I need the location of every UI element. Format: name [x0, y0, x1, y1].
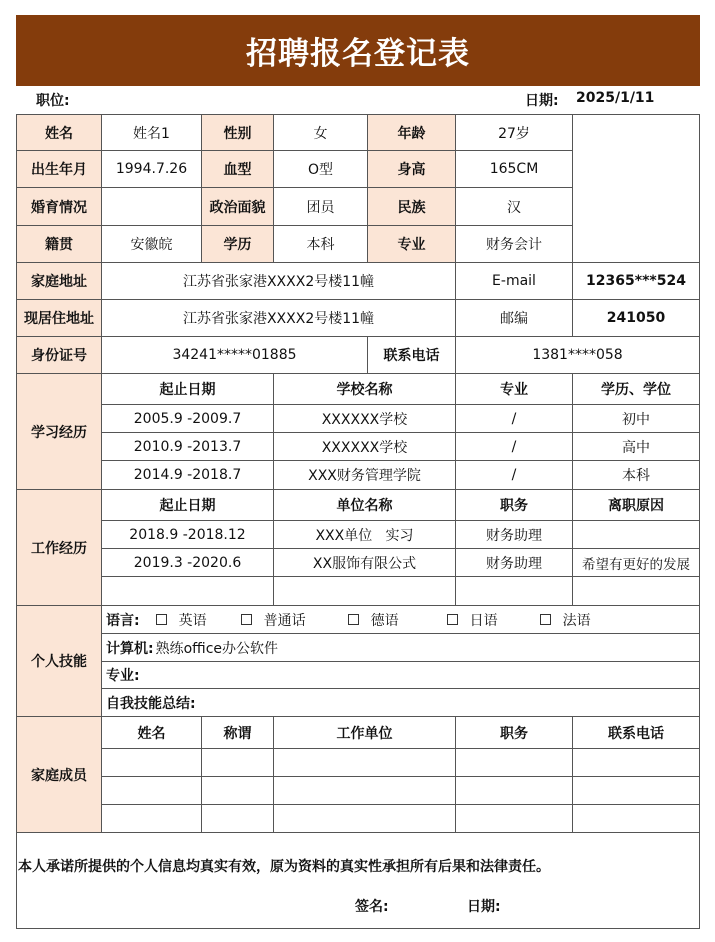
work-header-reason: 离职原因: [573, 490, 700, 521]
table-cell[interactable]: [202, 777, 274, 805]
language-option[interactable]: 法语: [536, 610, 591, 630]
table-cell[interactable]: [102, 805, 202, 833]
page-title: 招聘报名登记表: [246, 36, 470, 72]
table-cell[interactable]: [274, 749, 456, 777]
gender-label: 性别: [202, 114, 274, 151]
id-value[interactable]: 34241*****01885: [102, 337, 368, 374]
photo-area[interactable]: [573, 114, 700, 263]
family-header-phone: 联系电话: [573, 717, 700, 749]
table-cell[interactable]: 财务助理: [456, 549, 573, 577]
origin-label: 籍贯: [16, 226, 102, 263]
study-header-major: 专业: [456, 374, 573, 405]
current-address-label: 现居住地址: [16, 300, 102, 337]
table-cell[interactable]: [202, 805, 274, 833]
gender-value[interactable]: 女: [274, 114, 368, 151]
age-label: 年龄: [368, 114, 456, 151]
name-value[interactable]: 姓名1: [102, 114, 202, 151]
table-cell[interactable]: XXXXXX学校: [274, 433, 456, 461]
checkbox-icon[interactable]: [348, 614, 359, 625]
computer-row[interactable]: [102, 634, 700, 662]
education-label: 学历: [202, 226, 274, 263]
position-label: 职位:: [36, 93, 70, 109]
work-header-date: 起止日期: [102, 490, 274, 521]
study-header-date: 起止日期: [102, 374, 274, 405]
language-option[interactable]: 日语: [443, 610, 498, 630]
table-cell[interactable]: [202, 749, 274, 777]
postcode-value[interactable]: 241050: [573, 300, 700, 337]
title-banner: [16, 15, 700, 86]
computer-label: 计算机:: [106, 640, 154, 657]
table-cell[interactable]: [573, 521, 700, 549]
study-header-degree: 学历、学位: [573, 374, 700, 405]
footer-date-label: 日期:: [467, 899, 501, 915]
table-cell[interactable]: XXX财务管理学院: [274, 461, 456, 490]
family-section-label: 家庭成员: [16, 717, 102, 833]
ethnic-value[interactable]: 汉: [456, 188, 573, 226]
height-value[interactable]: 165CM: [456, 151, 573, 188]
table-cell[interactable]: [573, 577, 700, 606]
skills-section-label: 个人技能: [16, 606, 102, 717]
current-address-value[interactable]: 江苏省张家港XXXX2号楼11幢: [102, 300, 456, 337]
marital-value[interactable]: [102, 188, 202, 226]
specialty-label: 专业:: [106, 668, 140, 684]
computer-value: 熟练office办公软件: [155, 640, 279, 657]
table-cell[interactable]: XXXXXX学校: [274, 405, 456, 433]
table-cell[interactable]: [274, 577, 456, 606]
table-cell[interactable]: 2019.3 -2020.6: [102, 549, 274, 577]
table-cell[interactable]: 2014.9 -2018.7: [102, 461, 274, 490]
table-cell[interactable]: 财务助理: [456, 521, 573, 549]
political-value[interactable]: 团员: [274, 188, 368, 226]
table-cell[interactable]: [456, 777, 573, 805]
checkbox-icon[interactable]: [156, 614, 167, 625]
table-cell[interactable]: [102, 777, 202, 805]
email-label: E-mail: [456, 263, 573, 300]
table-cell[interactable]: [456, 577, 573, 606]
table-cell[interactable]: [274, 805, 456, 833]
education-value[interactable]: 本科: [274, 226, 368, 263]
language-label: 语言:: [106, 612, 140, 629]
family-header-name: 姓名: [102, 717, 202, 749]
table-cell[interactable]: /: [456, 405, 573, 433]
table-cell[interactable]: 初中: [573, 405, 700, 433]
id-label: 身份证号: [16, 337, 102, 374]
table-cell[interactable]: 本科: [573, 461, 700, 490]
work-header-title: 职务: [456, 490, 573, 521]
major-value[interactable]: 财务会计: [456, 226, 573, 263]
checkbox-icon[interactable]: [447, 614, 458, 625]
table-cell[interactable]: [102, 577, 274, 606]
signature-label: 签名:: [355, 899, 389, 915]
table-cell[interactable]: 2018.9 -2018.12: [102, 521, 274, 549]
table-cell[interactable]: 希望有更好的发展: [573, 549, 700, 577]
birth-label: 出生年月: [16, 151, 102, 188]
political-label: 政治面貌: [202, 188, 274, 226]
study-section-label: 学习经历: [16, 374, 102, 490]
table-cell[interactable]: [573, 777, 700, 805]
origin-value[interactable]: 安徽皖: [102, 226, 202, 263]
ethnic-label: 民族: [368, 188, 456, 226]
date-label: 日期:: [525, 93, 559, 109]
marital-label: 婚育情况: [16, 188, 102, 226]
declaration-statement: 本人承诺所提供的个人信息均真实有效，原为资料的真实性承担所有后果和法律责任。: [18, 859, 550, 875]
work-section-label: 工作经历: [16, 490, 102, 606]
work-header-company: 单位名称: [274, 490, 456, 521]
table-cell[interactable]: [573, 805, 700, 833]
birth-value[interactable]: 1994.7.26: [102, 151, 202, 188]
table-cell[interactable]: /: [456, 433, 573, 461]
family-header-relation: 称谓: [202, 717, 274, 749]
phone-label: 联系电话: [368, 337, 456, 374]
language-row: [102, 606, 700, 634]
family-header-workplace: 工作单位: [274, 717, 456, 749]
table-cell[interactable]: [456, 749, 573, 777]
phone-value[interactable]: 1381****058: [456, 337, 700, 374]
date-value: 2025/1/11: [576, 90, 655, 106]
language-option[interactable]: 德语: [344, 610, 399, 630]
home-address-label: 家庭地址: [16, 263, 102, 300]
blood-value[interactable]: O型: [274, 151, 368, 188]
blood-label: 血型: [202, 151, 274, 188]
language-option[interactable]: 普通话: [237, 610, 306, 630]
table-cell[interactable]: [456, 805, 573, 833]
name-label: 姓名: [16, 114, 102, 151]
table-cell[interactable]: XX服饰有限公式: [274, 549, 456, 577]
study-header-school: 学校名称: [274, 374, 456, 405]
checkbox-icon[interactable]: [540, 614, 551, 625]
age-value[interactable]: 27岁: [456, 114, 573, 151]
checkbox-icon[interactable]: [241, 614, 252, 625]
table-cell[interactable]: /: [456, 461, 573, 490]
table-cell[interactable]: XXX单位 实习: [274, 521, 456, 549]
home-address-value[interactable]: 江苏省张家港XXXX2号楼11幢: [102, 263, 456, 300]
table-cell[interactable]: 2005.9 -2009.7: [102, 405, 274, 433]
table-cell[interactable]: 2010.9 -2013.7: [102, 433, 274, 461]
language-option[interactable]: 英语: [152, 610, 207, 630]
summary-row[interactable]: [102, 689, 700, 717]
table-cell[interactable]: [274, 777, 456, 805]
family-header-title: 职务: [456, 717, 573, 749]
email-value[interactable]: 12365***524: [573, 263, 700, 300]
major-label: 专业: [368, 226, 456, 263]
table-cell[interactable]: [102, 749, 202, 777]
height-label: 身高: [368, 151, 456, 188]
table-cell[interactable]: 高中: [573, 433, 700, 461]
summary-label: 自我技能总结:: [106, 695, 196, 712]
table-cell[interactable]: [573, 749, 700, 777]
postcode-label: 邮编: [456, 300, 573, 337]
specialty-row[interactable]: [102, 662, 700, 689]
